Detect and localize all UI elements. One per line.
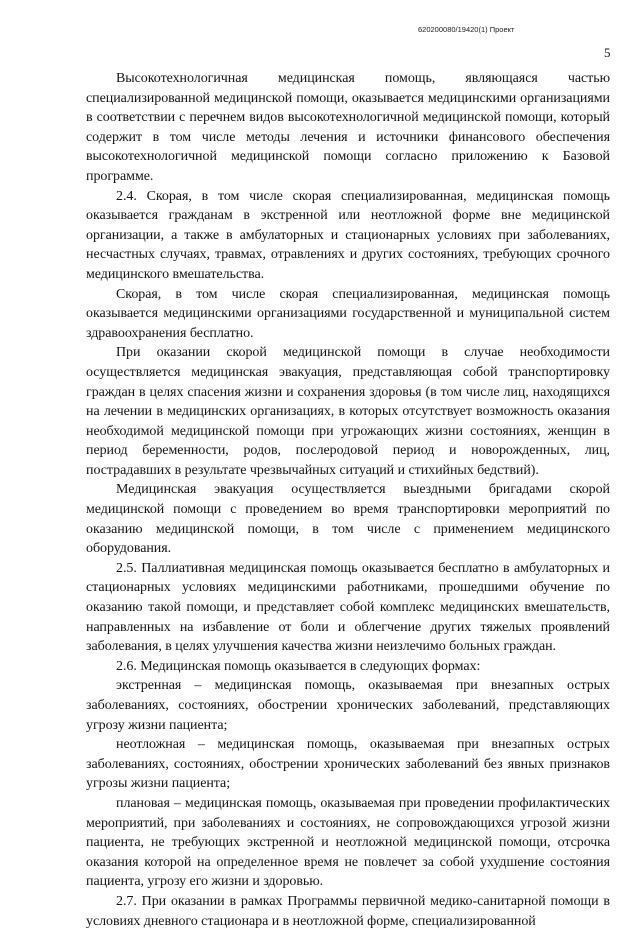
paragraph-2-4-emergency-care: 2.4. Скорая, в том числе скорая специализированная, медицинская помощь оказывается гражданам в экстренной или неотложной форме вне медицинской организации, а также в амбулаторных и стационарных условиях при заболеваниях, несчастных случаях, травмах, отравлениях и других состояниях, требующих срочного медицинского вмешательства.: [86, 188, 610, 282]
paragraph-high-tech-care: Высокотехнологичная медицинская помощь, являющаяся частью специализированной медицинской помощи, оказывается медицинскими организациями в соответствии с перечнем видов высокотехнологичной медицинской помощи, который содержит в том числе методы лечения и источники финансового обеспечения высокотехнологичной медицинской помощи согласно приложению к Базовой программе.: [86, 71, 610, 184]
paragraph-medical-evacuation: При оказании скорой медицинской помощи в случае необходимости осуществляется медицинская эвакуация, представляющая собой транспортировку граждан в целях спасения жизни и сохранения здоровья (в том числе лиц, находящихся на лечении в медицинских организациях, в которых отсутствует возможность оказания необходимой медицинской помощи при угрожающих жизни состояниях, женщин в период беременности, родов, послеродовой период и новорожденных, лиц, пострадавших в результате чрезвычайных ситуаций и стихийных бедствий).: [86, 345, 610, 478]
document-code: 620200080/19420(1) Проект: [418, 25, 515, 34]
paragraph-emergency-free: Скорая, в том числе скорая специализированная, медицинская помощь оказывается медицинскими организациями государственной и муниципальной систем здравоохранения бесплатно.: [86, 286, 610, 341]
paragraph-2-5-palliative-care: 2.5. Паллиативная медицинская помощь оказывается бесплатно в амбулаторных и стационарных условиях медицинскими работниками, прошедшими обучение по оказанию такой помощи, и представляет собой комплекс медицинских вмешательств, направленных на избавление от боли и облегчение других тяжелых проявлений заболевания, в целях улучшения качества жизни неизлечимо больных граждан.: [86, 560, 610, 655]
page-number: 5: [604, 45, 611, 60]
paragraph-form-urgent: неотложная – медицинская помощь, оказываемая при внезапных острых заболеваниях, состояниях, обострении хронических заболеваний без явных признаков угрозы жизни пациента;: [86, 737, 610, 792]
paragraph-form-planned: плановая – медицинская помощь, оказываемая при проведении профилактических мероприятий, при заболеваниях и состояниях, не сопровождающихся угрозой жизни пациента, не требующих экстренной и неотложной медицинской помощи, отсрочка оказания которой на определенное время не повлечет за собой ухудшение состояния пациента, угрозу его жизни и здоровью.: [86, 795, 610, 890]
paragraph-form-emergency: экстренная – медицинская помощь, оказываемая при внезапных острых заболеваниях, состояниях, обострении хронических заболеваний, представляющих угрозу жизни пациента;: [86, 678, 610, 733]
document-body: [86, 69, 610, 931]
paragraph-evacuation-teams: Медицинская эвакуация осуществляется выездными бригадами скорой медицинской помощи с проведением во время транспортировки мероприятий по оказанию медицинской помощи, в том числе с применением медицинского оборудования.: [86, 482, 610, 557]
paragraph-2-7-program: 2.7. При оказании в рамках Программы первичной медико-санитарной помощи в условиях дневного стационара и в неотложной форме, специализированной: [86, 893, 610, 929]
paragraph-2-6-care-forms: 2.6. Медицинская помощь оказывается в следующих формах:: [116, 658, 481, 674]
